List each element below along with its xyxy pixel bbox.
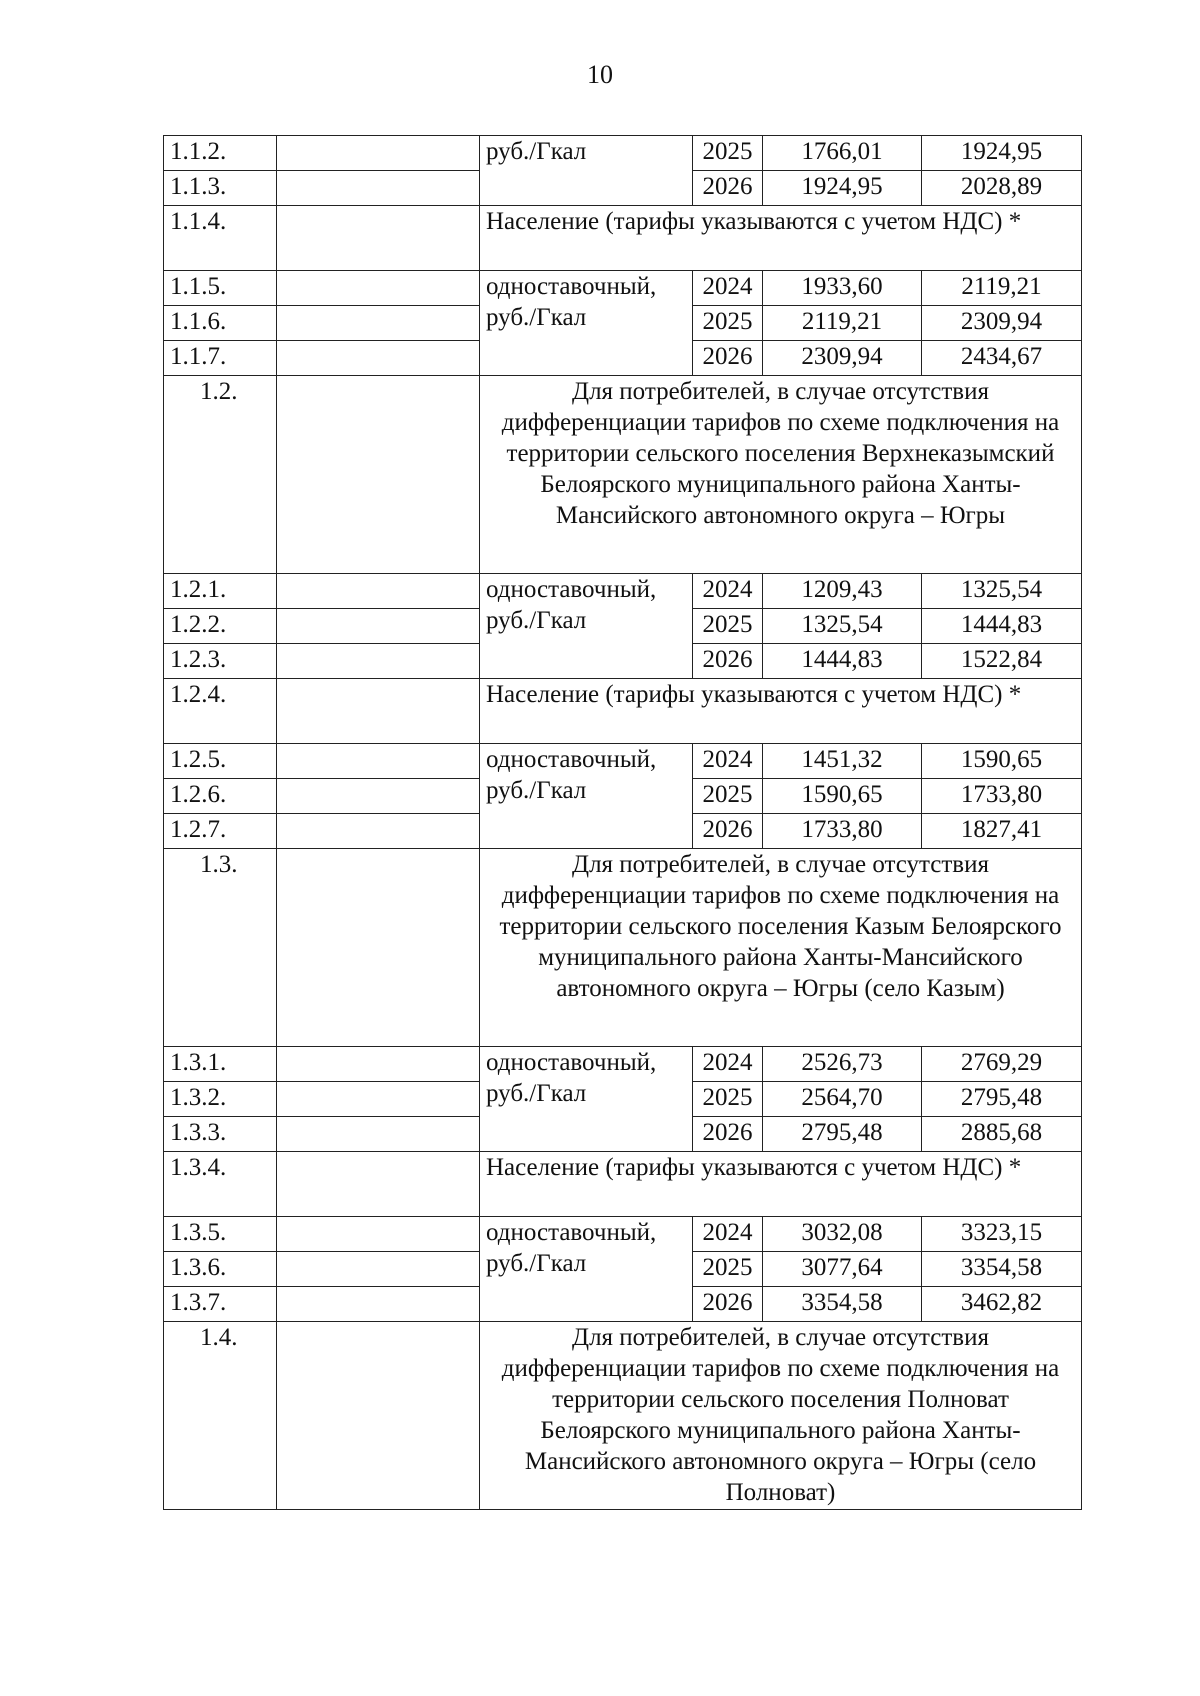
tariff-value-cell: 1444,83	[763, 644, 922, 679]
population-note-cell: Население (тарифы указываются с учетом НДС) *	[480, 679, 1082, 744]
empty-cell	[277, 574, 480, 609]
year-cell: 2025	[693, 779, 763, 814]
tariff-value-cell: 3323,15	[922, 1217, 1082, 1252]
empty-cell	[277, 1047, 480, 1082]
row-number-cell: 1.2.7.	[164, 814, 277, 849]
table-row	[164, 744, 1082, 779]
tariff-value-cell: 2769,29	[922, 1047, 1082, 1082]
empty-cell	[277, 376, 480, 574]
year-cell: 2025	[693, 306, 763, 341]
row-number-cell: 1.1.4.	[164, 206, 277, 271]
unit-cell: одноставочный, руб./Гкал	[480, 1047, 693, 1152]
row-number-cell: 1.2.3.	[164, 644, 277, 679]
row-number-cell: 1.3.6.	[164, 1252, 277, 1287]
row-number-cell: 1.2.	[164, 376, 277, 574]
unit-cell: одноставочный, руб./Гкал	[480, 1217, 693, 1322]
tariff-value-cell: 3462,82	[922, 1287, 1082, 1322]
empty-cell	[277, 1082, 480, 1117]
row-number-cell: 1.4.	[164, 1322, 277, 1510]
year-cell: 2026	[693, 1287, 763, 1322]
year-cell: 2026	[693, 1117, 763, 1152]
table-row	[164, 1152, 1082, 1217]
row-number-cell: 1.3.	[164, 849, 277, 1047]
row-number-cell: 1.2.4.	[164, 679, 277, 744]
table-row	[164, 1217, 1082, 1252]
year-cell: 2024	[693, 1217, 763, 1252]
population-note-cell: Население (тарифы указываются с учетом НДС) *	[480, 1152, 1082, 1217]
empty-cell	[277, 271, 480, 306]
unit-cell: одноставочный, руб./Гкал	[480, 744, 693, 849]
empty-cell	[277, 849, 480, 1047]
empty-cell	[277, 1252, 480, 1287]
tariff-value-cell: 1522,84	[922, 644, 1082, 679]
table-row	[164, 376, 1082, 574]
tariff-value-cell: 3077,64	[763, 1252, 922, 1287]
row-number-cell: 1.3.2.	[164, 1082, 277, 1117]
row-number-cell: 1.2.1.	[164, 574, 277, 609]
empty-cell	[277, 1322, 480, 1510]
empty-cell	[277, 1287, 480, 1322]
tariff-value-cell: 3354,58	[763, 1287, 922, 1322]
tariff-value-cell: 2119,21	[922, 271, 1082, 306]
consumer-description-cell: Для потребителей, в случае отсутствия дифференциации тарифов по схеме подключения на территории сельского поселения Казым Белоярского муниципального района Ханты-Мансийского автономного округа – Югры (село Казым)	[480, 849, 1082, 1047]
tariff-value-cell: 3032,08	[763, 1217, 922, 1252]
tariff-value-cell: 1451,32	[763, 744, 922, 779]
row-number-cell: 1.1.3.	[164, 171, 277, 206]
year-cell: 2024	[693, 574, 763, 609]
empty-cell	[277, 136, 480, 171]
empty-cell	[277, 679, 480, 744]
tariff-value-cell: 2795,48	[922, 1082, 1082, 1117]
year-cell: 2024	[693, 744, 763, 779]
tariff-value-cell: 2885,68	[922, 1117, 1082, 1152]
year-cell: 2024	[693, 1047, 763, 1082]
tariff-table	[163, 135, 1082, 1510]
row-number-cell: 1.2.5.	[164, 744, 277, 779]
row-number-cell: 1.1.2.	[164, 136, 277, 171]
empty-cell	[277, 1117, 480, 1152]
tariff-value-cell: 2309,94	[922, 306, 1082, 341]
tariff-value-cell: 3354,58	[922, 1252, 1082, 1287]
empty-cell	[277, 1217, 480, 1252]
unit-cell: одноставочный, руб./Гкал	[480, 271, 693, 376]
table-row	[164, 271, 1082, 306]
row-number-cell: 1.2.2.	[164, 609, 277, 644]
row-number-cell: 1.2.6.	[164, 779, 277, 814]
tariff-value-cell: 1733,80	[763, 814, 922, 849]
row-number-cell: 1.3.4.	[164, 1152, 277, 1217]
empty-cell	[277, 1152, 480, 1217]
unit-cell: руб./Гкал	[480, 136, 693, 206]
row-number-cell: 1.1.7.	[164, 341, 277, 376]
consumer-description-cell: Для потребителей, в случае отсутствия дифференциации тарифов по схеме подключения на территории сельского поселения Полноват Белоярского муниципального района Ханты-Мансийского автономного округа – Югры (село Полноват)	[480, 1322, 1082, 1510]
row-number-cell: 1.3.1.	[164, 1047, 277, 1082]
table-row	[164, 136, 1082, 171]
year-cell: 2025	[693, 136, 763, 171]
table-row	[164, 679, 1082, 744]
page-number: 10	[587, 60, 613, 89]
tariff-value-cell: 2434,67	[922, 341, 1082, 376]
tariff-value-cell: 1827,41	[922, 814, 1082, 849]
year-cell: 2025	[693, 1252, 763, 1287]
year-cell: 2025	[693, 1082, 763, 1117]
year-cell: 2026	[693, 644, 763, 679]
row-number-cell: 1.3.3.	[164, 1117, 277, 1152]
tariff-value-cell: 1924,95	[763, 171, 922, 206]
empty-cell	[277, 609, 480, 644]
row-number-cell: 1.1.6.	[164, 306, 277, 341]
tariff-value-cell: 2564,70	[763, 1082, 922, 1117]
year-cell: 2026	[693, 814, 763, 849]
tariff-value-cell: 1325,54	[922, 574, 1082, 609]
table-row	[164, 206, 1082, 271]
tariff-value-cell: 2028,89	[922, 171, 1082, 206]
tariff-value-cell: 2526,73	[763, 1047, 922, 1082]
tariff-value-cell: 1590,65	[922, 744, 1082, 779]
tariff-table-body	[164, 136, 1082, 1510]
tariff-value-cell: 2309,94	[763, 341, 922, 376]
row-number-cell: 1.1.5.	[164, 271, 277, 306]
empty-cell	[277, 171, 480, 206]
empty-cell	[277, 814, 480, 849]
tariff-value-cell: 2795,48	[763, 1117, 922, 1152]
empty-cell	[277, 341, 480, 376]
empty-cell	[277, 779, 480, 814]
table-row	[164, 574, 1082, 609]
table-row	[164, 1047, 1082, 1082]
row-number-cell: 1.3.7.	[164, 1287, 277, 1322]
empty-cell	[277, 206, 480, 271]
tariff-value-cell: 1590,65	[763, 779, 922, 814]
population-note-cell: Население (тарифы указываются с учетом НДС) *	[480, 206, 1082, 271]
tariff-value-cell: 1733,80	[922, 779, 1082, 814]
table-row	[164, 1322, 1082, 1510]
empty-cell	[277, 306, 480, 341]
empty-cell	[277, 744, 480, 779]
unit-cell: одноставочный, руб./Гкал	[480, 574, 693, 679]
row-number-cell: 1.3.5.	[164, 1217, 277, 1252]
tariff-value-cell: 1766,01	[763, 136, 922, 171]
tariff-value-cell: 1444,83	[922, 609, 1082, 644]
year-cell: 2026	[693, 341, 763, 376]
tariff-value-cell: 1933,60	[763, 271, 922, 306]
empty-cell	[277, 644, 480, 679]
year-cell: 2026	[693, 171, 763, 206]
tariff-value-cell: 1325,54	[763, 609, 922, 644]
tariff-value-cell: 1924,95	[922, 136, 1082, 171]
year-cell: 2025	[693, 609, 763, 644]
year-cell: 2024	[693, 271, 763, 306]
tariff-value-cell: 1209,43	[763, 574, 922, 609]
table-row	[164, 849, 1082, 1047]
tariff-value-cell: 2119,21	[763, 306, 922, 341]
consumer-description-cell: Для потребителей, в случае отсутствия дифференциации тарифов по схеме подключения на территории сельского поселения Верхнеказымский Белоярского муниципального района Ханты-Мансийского автономного округа – Югры	[480, 376, 1082, 574]
